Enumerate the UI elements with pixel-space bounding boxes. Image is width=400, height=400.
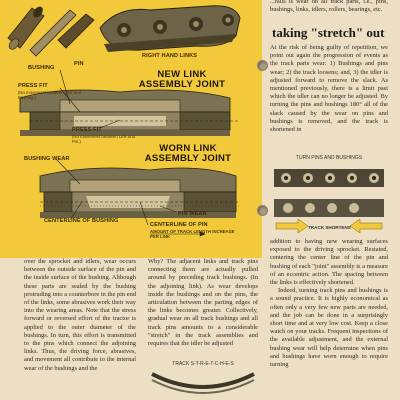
new-joint-title: NEW LINK ASSEMBLY JOINT bbox=[138, 69, 226, 90]
right-bottom-text-2: Indeed, turning track pins and bushings is a sound practice. It is highly economical as often only a very few new parts are needed, and the job can be done in a surprisingly short time and at very low cost. Keep a close watch on your tracks. Frequent inspections of the available adjustment, and the external bushing wear will help determine when pins and bushings have worn enough to require turning bbox=[270, 287, 388, 369]
shortens-caption: TRACK SHORTENS bbox=[308, 225, 351, 230]
right-column-lower bbox=[270, 238, 388, 369]
label-pin-wear: PIN WEAR bbox=[178, 211, 207, 217]
link-joint-illustration bbox=[0, 0, 262, 258]
label-pin: PIN bbox=[74, 61, 84, 67]
turn-pins-figure bbox=[272, 163, 386, 233]
note-press-fit-1: (No movement between Link and Bushing.) bbox=[18, 90, 82, 100]
section-heading: taking "stretch" out bbox=[272, 25, 385, 40]
right-top-text: ...ralls is wear on all track parts, i.e., pins, bushings, links, idlers, rollers, bearings, etc. bbox=[270, 0, 388, 14]
label-amount-increase: AMOUNT OF TRACK LENGTH INCREASE PER LINK bbox=[150, 229, 235, 239]
right-column bbox=[270, 0, 388, 14]
right-bottom-text-1: addition to having new wearing surfaces exposed to the driving sprocket. Restated, centering the center line of the pin and bushing of each "joint" assembly is a measure of an eccentric action. The spacing between the links is effectively shortened. bbox=[270, 238, 388, 287]
label-press-fit-2: PRESS FIT bbox=[72, 127, 102, 133]
label-right-hand-links: RIGHT HAND LINKS bbox=[142, 53, 198, 59]
middle-column bbox=[148, 258, 258, 348]
label-press-fit-1: PRESS FIT bbox=[18, 83, 48, 89]
right-column-body bbox=[270, 44, 388, 134]
note-press-fit-2: (No movement between Link and Pin.) bbox=[72, 134, 136, 144]
right-after-text: At the risk of being guilty of repetition, we point out again the progression of events as the track parts wear: 1) Bushings and pins wear; 2) the track loosens; and, 3) the idler is adjusted forward to remove the slack. As mentioned previously, there is a limit past which the idler can no longer be adjusted. By turning the pins and bushings 180° all of the slack caused by the wear on pins and bushings is removed, and the track is shortened in bbox=[270, 44, 388, 134]
left-column bbox=[24, 258, 136, 373]
stretch-figure bbox=[150, 370, 256, 400]
binder-hole-top bbox=[257, 60, 268, 71]
label-centerline-bushing: CENTERLINE OF BUSHING bbox=[44, 218, 119, 224]
turn-caption: TURN PINS AND BUSHINGS bbox=[295, 155, 363, 161]
label-bushing: BUSHING bbox=[28, 65, 55, 71]
label-bushing-wear: BUSHING WEAR bbox=[24, 156, 70, 162]
middle-column-text: Why? The adjacent links and track pins connecting them are actually pulled around by preceding track bushings. (In the adjoining link). As wear develops inside the bushings and on the pins, the articulation between the parting edges of the links becomes greater. Collectively, gradual wear on all track bushings and all track pins amounts to a considerable "stretch" in the track assemblies and requires that the idler be adjusted bbox=[148, 258, 258, 348]
worn-joint-title: WORN LINK ASSEMBLY JOINT bbox=[144, 143, 232, 164]
worn-joint-section bbox=[40, 168, 240, 218]
label-centerline-pin: CENTERLINE OF PIN bbox=[150, 222, 208, 228]
left-column-text: over the sprocket and idlers, wear occurs between the outside surface of the pin and the inside surface of the bushing. Although these parts are sealed by the bushing protruding into a counterbore in the pin end of the links, some abrasives work their way into the wearing areas. Note that the stress forward or reversed effort of the tractor is applied to the outer diameter of the bushings. In turn, this effort is transmitted to the pins which connect the adjoining links. Thus, the driving force, abrasives, and movement all contribute to the internal wear of the bushings and the bbox=[24, 258, 136, 372]
track-chain bbox=[100, 6, 240, 52]
stretch-caption: TRACK S-T-R-E-T-C-H-E-S bbox=[172, 361, 234, 367]
binder-hole-middle bbox=[257, 205, 268, 216]
